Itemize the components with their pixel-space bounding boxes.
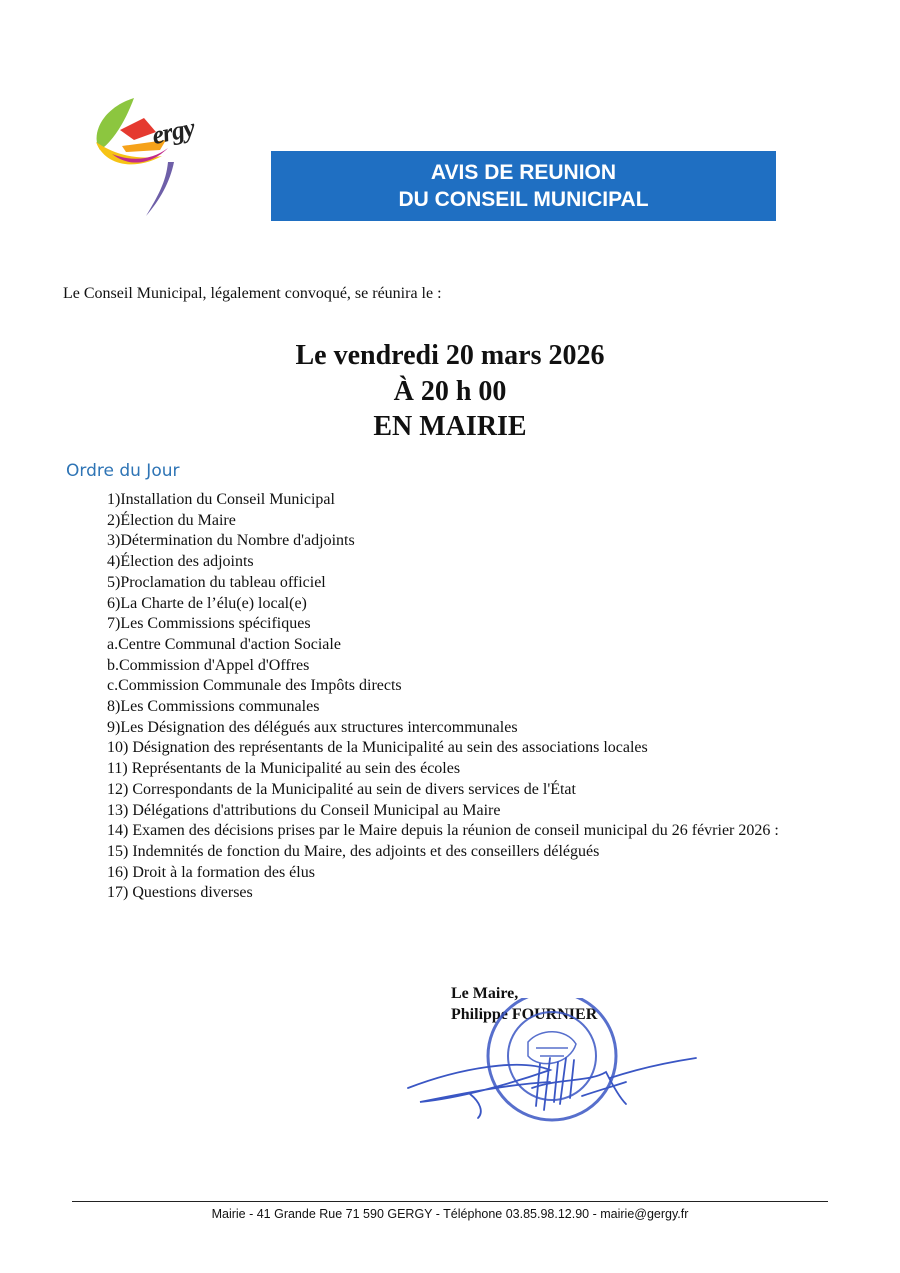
meeting-time: À 20 h 00 — [393, 376, 507, 407]
meeting-date: Le vendredi 20 mars 2026 — [295, 340, 605, 371]
agenda-item: 13) Délégations d'attributions du Conseil Municipal au Maire — [107, 801, 501, 819]
agenda-title: Ordre du Jour — [66, 461, 180, 481]
agenda-item: 6)La Charte de l’élu(e) local(e) — [107, 594, 307, 612]
footer-divider — [72, 1201, 828, 1202]
agenda-item: 14) Examen des décisions prises par le Maire depuis la réunion de conseil municipal du 26 février 2026 : — [107, 822, 779, 840]
agenda-item: 16) Droit à la formation des élus — [107, 863, 315, 881]
footer-contact: Mairie - 41 Grande Rue 71 590 GERGY - Téléphone 03.85.98.12.90 - mairie@gergy.fr — [211, 1207, 689, 1221]
agenda-item: 10) Désignation des représentants de la Municipalité au sein des associations locales — [107, 739, 648, 757]
agenda-item: 12) Correspondants de la Municipalité au sein de divers services de l'État — [107, 780, 576, 798]
agenda-item: 7)Les Commissions spécifiques — [107, 615, 311, 633]
intro-text: Le Conseil Municipal, légalement convoqué, se réunira le : — [63, 285, 442, 302]
meeting-place: EN MAIRIE — [373, 411, 527, 442]
agenda-item: 4)Élection des adjoints — [107, 553, 254, 571]
agenda-item: 5)Proclamation du tableau officiel — [107, 573, 326, 591]
logo-text: ergy — [149, 112, 197, 151]
agenda-item: 3)Détermination du Nombre d'adjoints — [107, 532, 355, 550]
gergy-logo — [82, 90, 252, 220]
signatory-title: Le Maire, — [451, 985, 519, 1002]
title-banner — [271, 151, 776, 221]
signatory-name: Philippe FOURNIER — [451, 1006, 598, 1023]
agenda-item: c.Commission Communale des Impôts directs — [107, 677, 402, 695]
agenda-item: 9)Les Désignation des délégués aux structures intercommunales — [107, 718, 518, 736]
agenda-item: 2)Élection du Maire — [107, 511, 236, 529]
agenda-item: 17) Questions diverses — [107, 884, 253, 902]
official-stamp-signature — [400, 998, 710, 1133]
banner-line-1: AVIS DE REUNION — [430, 161, 617, 184]
agenda-item: b.Commission d'Appel d'Offres — [107, 656, 310, 674]
agenda-item: a.Centre Communal d'action Sociale — [107, 635, 341, 653]
agenda-item: 8)Les Commissions communales — [107, 698, 320, 716]
agenda-item: 1)Installation du Conseil Municipal — [107, 491, 335, 508]
agenda-item: 15) Indemnités de fonction du Maire, des adjoints et des conseillers délégués — [107, 842, 600, 860]
agenda-item: 11) Représentants de la Municipalité au sein des écoles — [107, 760, 461, 778]
banner-line-2: DU CONSEIL MUNICIPAL — [398, 188, 649, 211]
agenda-list — [107, 490, 847, 904]
